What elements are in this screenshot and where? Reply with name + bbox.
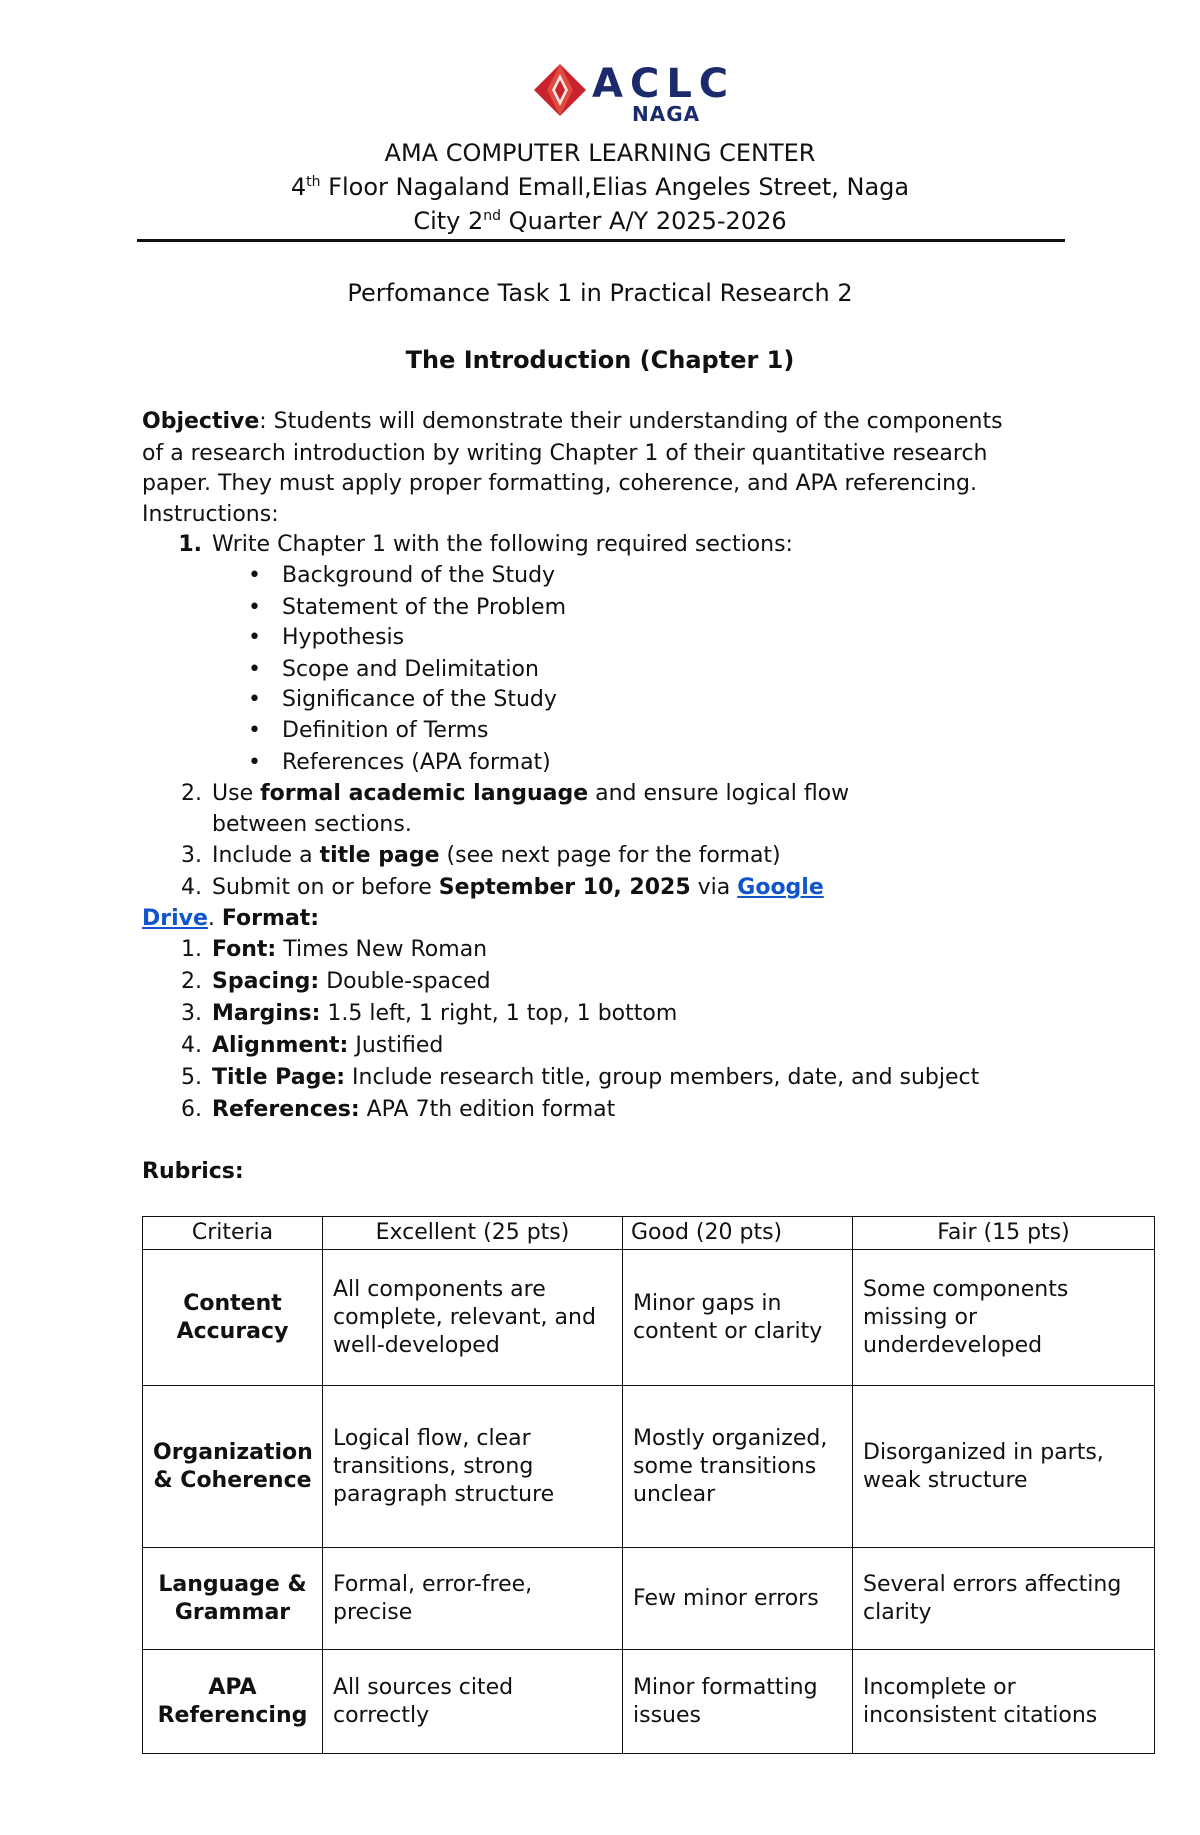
- link-punctuation: .: [207, 906, 222, 931]
- format-value: Times New Roman: [276, 937, 488, 962]
- fair-cell: Some components missing or underdeveloped: [853, 1250, 1155, 1386]
- logo-text: ACLC: [592, 61, 736, 107]
- format-item: [168, 1031, 443, 1061]
- address-rest: Floor Nagaland Emall,Elias Angeles Street, Naga: [320, 173, 910, 201]
- instruction-text: Use: [212, 781, 261, 806]
- table-row: [143, 1386, 1155, 1548]
- format-item: [168, 1095, 615, 1125]
- excellent-cell: Formal, error-free, precise: [323, 1548, 623, 1650]
- column-header: Fair (15 pts): [853, 1217, 1155, 1250]
- instruction-text: via: [690, 875, 738, 900]
- instruction-text: Submit on or before: [212, 875, 439, 900]
- bullet-icon: •: [248, 595, 261, 620]
- floor-number: 4: [290, 173, 307, 201]
- format-item: [168, 935, 487, 965]
- list-item: Statement of the Problem: [282, 595, 567, 620]
- bullet-icon: •: [248, 750, 261, 775]
- table-row: [143, 1250, 1155, 1386]
- task-title: Perfomance Task 1 in Practical Research 2: [347, 279, 853, 307]
- google-drive-link[interactable]: Google: [737, 875, 824, 900]
- format-value: Justified: [348, 1033, 444, 1058]
- instructions-label: Instructions:: [142, 502, 279, 527]
- bullet-icon: •: [248, 563, 261, 588]
- aclc-logo: [530, 58, 736, 130]
- logo-subtext: NAGA: [632, 102, 701, 126]
- quarter-rest: Quarter A/Y 2025-2026: [501, 207, 787, 235]
- good-cell: Minor formatting issues: [623, 1650, 853, 1754]
- format-number: 6.: [181, 1097, 202, 1122]
- fair-cell: Disorganized in parts, weak structure: [853, 1386, 1155, 1548]
- format-value: Double-spaced: [319, 969, 491, 994]
- drive-link-continued: [142, 904, 319, 934]
- criteria-cell: Organization & Coherence: [143, 1386, 323, 1548]
- objective-line-2: of a research introduction by writing Chapter 1 of their quantitative research: [142, 441, 988, 466]
- list-item: Background of the Study: [282, 563, 556, 588]
- format-label-text: Title Page:: [212, 1065, 346, 1090]
- floor-superscript: th: [306, 174, 321, 190]
- quarter-line: [0, 206, 1200, 236]
- chapter-title: The Introduction (Chapter 1): [405, 346, 795, 374]
- list-item: Scope and Delimitation: [282, 657, 539, 682]
- criteria-cell: Content Accuracy: [143, 1250, 323, 1386]
- table-header-row: [143, 1217, 1155, 1250]
- criteria-cell: Language & Grammar: [143, 1548, 323, 1650]
- bullet-icon: •: [248, 718, 261, 743]
- instruction-text: and ensure logical flow: [588, 781, 850, 806]
- google-drive-link-continued[interactable]: Drive: [142, 906, 208, 931]
- instruction-text: Include a: [212, 843, 320, 868]
- table-row: [143, 1650, 1155, 1754]
- diamond-logo-icon: [530, 60, 590, 120]
- instruction-number: 4.: [181, 875, 202, 900]
- format-label-text: Alignment:: [212, 1033, 349, 1058]
- format-label-text: Font:: [212, 937, 277, 962]
- objective-line-3: paper. They must apply proper formatting, coherence, and APA referencing.: [142, 471, 977, 496]
- instruction-item-2: [168, 779, 849, 809]
- list-item: Significance of the Study: [282, 687, 557, 712]
- format-value: APA 7th edition format: [359, 1097, 616, 1122]
- bullet-icon: •: [248, 687, 261, 712]
- due-date: September 10, 2025: [438, 875, 691, 900]
- instruction-item-3: [168, 841, 781, 871]
- rubrics-table: [142, 1216, 1155, 1754]
- format-value: 1.5 left, 1 right, 1 top, 1 bottom: [320, 1001, 678, 1026]
- bullet-icon: •: [248, 625, 261, 650]
- instruction-text: Write Chapter 1 with the following required sections:: [212, 532, 793, 557]
- excellent-cell: Logical flow, clear transitions, strong paragraph structure: [323, 1386, 623, 1548]
- instruction-number: 3.: [181, 843, 202, 868]
- format-number: 5.: [181, 1065, 202, 1090]
- objective-line-1: [142, 407, 1003, 437]
- instruction-bold-text: formal academic language: [260, 781, 589, 806]
- rubrics-label: Rubrics:: [142, 1159, 244, 1184]
- format-label: Format:: [221, 906, 320, 931]
- format-value: Include research title, group members, date, and subject: [345, 1065, 980, 1090]
- format-number: 3.: [181, 1001, 202, 1026]
- good-cell: Mostly organized, some transitions unclear: [623, 1386, 853, 1548]
- quarter-superscript: nd: [483, 208, 502, 224]
- instruction-item-1: [168, 530, 793, 560]
- list-item: Definition of Terms: [282, 718, 489, 743]
- list-item: References (APA format): [282, 750, 551, 775]
- instruction-item-4: [168, 873, 824, 903]
- objective-text-1: : Students will demonstrate their understanding of the components: [259, 409, 1003, 434]
- format-label-text: Margins:: [212, 1001, 321, 1026]
- good-cell: Minor gaps in content or clarity: [623, 1250, 853, 1386]
- bullet-icon: •: [248, 657, 261, 682]
- instruction-text: (see next page for the format): [439, 843, 781, 868]
- objective-label: Objective: [142, 409, 260, 434]
- instruction-number: 1.: [178, 532, 202, 557]
- fair-cell: Incomplete or inconsistent citations: [853, 1650, 1155, 1754]
- criteria-cell: APA Referencing: [143, 1650, 323, 1754]
- format-item: [168, 967, 491, 997]
- instruction-bold-text: title page: [319, 843, 440, 868]
- format-label-text: References:: [212, 1097, 360, 1122]
- format-number: 1.: [181, 937, 202, 962]
- format-item: [168, 999, 677, 1029]
- column-header: Criteria: [143, 1217, 323, 1250]
- format-number: 4.: [181, 1033, 202, 1058]
- column-header: Good (20 pts): [623, 1217, 853, 1250]
- format-number: 2.: [181, 969, 202, 994]
- fair-cell: Several errors affecting clarity: [853, 1548, 1155, 1650]
- instruction-item-2-continued: between sections.: [212, 812, 412, 837]
- excellent-cell: All components are complete, relevant, and well-developed: [323, 1250, 623, 1386]
- school-name: AMA COMPUTER LEARNING CENTER: [384, 139, 816, 167]
- city-text: City 2: [413, 207, 484, 235]
- instruction-number: 2.: [181, 781, 202, 806]
- list-item: Hypothesis: [282, 625, 405, 650]
- format-label-text: Spacing:: [212, 969, 320, 994]
- header-divider: [137, 239, 1065, 242]
- format-item: [168, 1063, 979, 1093]
- excellent-cell: All sources cited correctly: [323, 1650, 623, 1754]
- table-row: [143, 1548, 1155, 1650]
- column-header: Excellent (25 pts): [323, 1217, 623, 1250]
- address-line: [0, 172, 1200, 202]
- good-cell: Few minor errors: [623, 1548, 853, 1650]
